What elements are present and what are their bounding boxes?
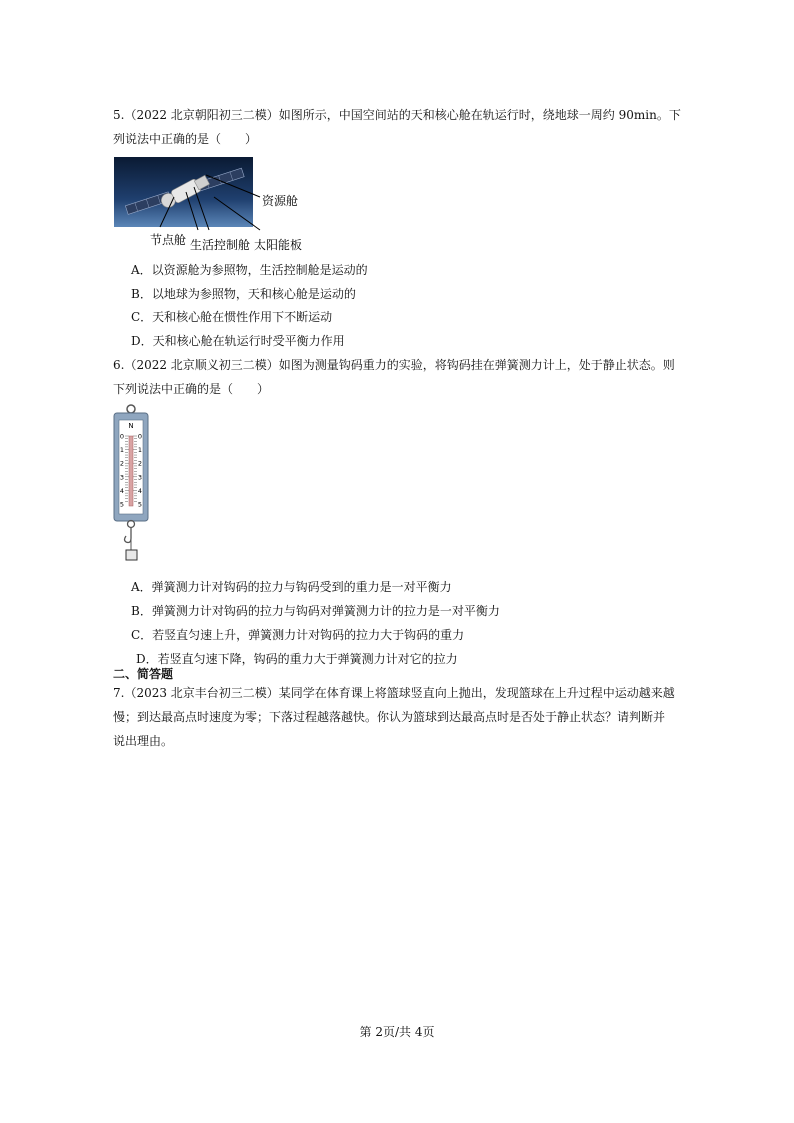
scale-tick-label-r: 2 bbox=[137, 459, 143, 468]
q7-stem-line2: 慢；到达最高点时速度为零；下落过程越落越快。你认为篮球到达最高点时是否处于静止状态？请判断并 bbox=[113, 710, 666, 724]
scale-tick-label-l: 0 bbox=[119, 432, 125, 441]
q6-option-a: A．弹簧测力计对钩码的拉力与钩码受到的重力是一对平衡力 bbox=[131, 580, 452, 594]
q6-stem-line2: 下列说法中正确的是（ ） bbox=[113, 382, 270, 396]
q5-stem-line1: 5.（2022 北京朝阳初三二模）如图所示，中国空间站的天和核心舱在轨运行时，绕地球一周约 90min。下 bbox=[113, 108, 681, 122]
spring-scale-figure bbox=[110, 404, 152, 574]
q5-option-a: A．以资源舱为参照物，生活控制舱是运动的 bbox=[131, 263, 368, 277]
q6-option-b: B．弹簧测力计对钩码的拉力与钩码对弹簧测力计的拉力是一对平衡力 bbox=[131, 604, 500, 618]
q6-stem-line1: 6.（2022 北京顺义初三二模）如图为测量钩码重力的实验，将钩码挂在弹簧测力计上，处于静止状态。则 bbox=[113, 358, 675, 372]
scale-spring bbox=[129, 436, 133, 506]
q6-option-c: C．若竖直匀速上升，弹簧测力计对钩码的拉力大于钩码的重力 bbox=[131, 628, 465, 642]
q7-stem-line1: 7.（2023 北京丰台初三二模）某同学在体育课上将篮球竖直向上抛出，发现篮球在上升过程中运动越来越 bbox=[113, 686, 675, 700]
hook-weight bbox=[126, 550, 137, 560]
scale-tick-label-r: 0 bbox=[137, 432, 143, 441]
label-resource-module: 资源舱 bbox=[262, 194, 299, 208]
scale-tick-label-l: 3 bbox=[119, 473, 125, 482]
scale-unit: N bbox=[128, 422, 134, 430]
label-solar-panel: 太阳能板 bbox=[254, 238, 303, 252]
q5-stem-line2: 列说法中正确的是（ ） bbox=[113, 132, 258, 146]
scale-tick-label-r: 1 bbox=[137, 446, 143, 455]
scale-tick-label-r: 3 bbox=[137, 473, 143, 482]
label-life-control-module: 生活控制舱 bbox=[190, 238, 251, 252]
q5-option-b: B．以地球为参照物，天和核心舱是运动的 bbox=[131, 287, 356, 301]
q5-option-d: D．天和核心舱在轨运行时受平衡力作用 bbox=[131, 334, 345, 348]
q6-option-d: D．若竖直匀速下降，钩码的重力大于弹簧测力计对它的拉力 bbox=[136, 652, 458, 666]
page-footer: 第 2页/共 4页 bbox=[359, 1025, 435, 1039]
scale-tick-label-l: 4 bbox=[119, 486, 125, 495]
section-title: 二、简答题 bbox=[113, 667, 174, 681]
q7-stem-line3: 说出理由。 bbox=[113, 734, 174, 748]
scale-tick-label-l: 5 bbox=[119, 500, 125, 509]
scale-tick-label-l: 1 bbox=[119, 446, 125, 455]
scale-tick-label-r: 5 bbox=[137, 500, 143, 509]
scale-tick-label-r: 4 bbox=[137, 486, 143, 495]
scale-tick-label-l: 2 bbox=[119, 459, 125, 468]
q5-option-c: C．天和核心舱在惯性作用下不断运动 bbox=[131, 310, 333, 324]
label-node-module: 节点舱 bbox=[150, 233, 187, 247]
